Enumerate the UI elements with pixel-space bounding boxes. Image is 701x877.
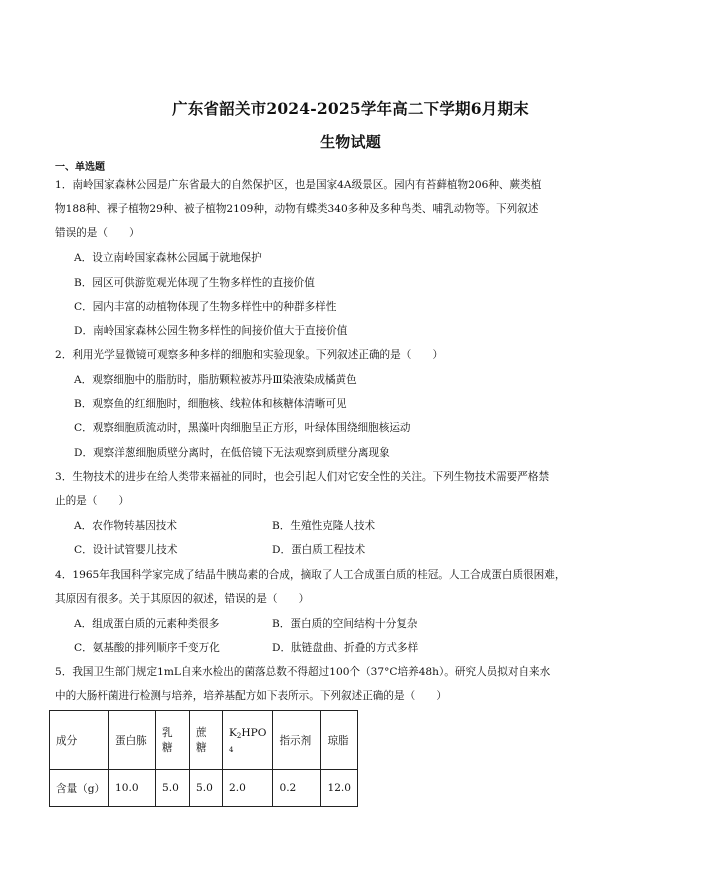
table-cell: 10.0 [109, 770, 156, 807]
table-cell: 2.0 [223, 770, 273, 807]
table-cell: 5.0 [190, 770, 223, 807]
question-2-text: 2．利用光学显微镜可观察多种多样的细胞和实验现象。下列叙述正确的是（ ） [55, 349, 444, 361]
question-1-option-c: C．园内丰富的动植物体现了生物多样性中的种群多样性 [74, 301, 337, 313]
question-1-text: 物188种、裸子植物29种、被子植物2109种，动物有蝶类340多种及多种鸟类、哺乳动物等。下列叙述 [55, 203, 539, 215]
table-header-row [50, 711, 358, 770]
formula-subscript: 4 [229, 745, 234, 754]
table-header-cell: 蛋白胨 [109, 711, 156, 770]
question-3-option-c: C．设计试管婴儿技术 [74, 544, 178, 556]
table-row-label: 含量（g） [50, 770, 109, 807]
question-2-option-d: D．观察洋葱细胞质壁分离时，在低倍镜下无法观察到质壁分离现象 [74, 447, 390, 459]
formula-hpo: HPO [241, 726, 267, 739]
table-header-cell: 成分 [50, 711, 109, 770]
question-4-text: 4．1965年我国科学家完成了结晶牛胰岛素的合成，摘取了人工合成蛋白质的桂冠。人工合成蛋白质很困难， [55, 569, 566, 581]
question-1-option-a: A．设立南岭国家森林公园属于就地保护 [74, 252, 262, 264]
question-1-option-d: D．南岭国家森林公园生物多样性的间接价值大于直接价值 [74, 325, 348, 337]
question-2-option-b: B．观察鱼的红细胞时，细胞核、线粒体和核糖体清晰可见 [74, 398, 347, 410]
question-4-option-b: B．蛋白质的空间结构十分复杂 [272, 618, 418, 630]
table-cell: 0.2 [273, 770, 321, 807]
exam-subject: 生物试题 [320, 133, 381, 151]
question-4-text: 其原因有很多。关于其原因的叙述，错误的是（ ） [55, 593, 310, 605]
question-1-text: 1．南岭国家森林公园是广东省最大的自然保护区，也是国家4A级景区。园内有苔藓植物206种、蕨类植 [55, 179, 542, 191]
question-3-option-a: A．农作物转基因技术 [74, 520, 177, 532]
question-3-text: 3．生物技术的进步在给人类带来福祉的同时，也会引起人们对它安全性的关注。下列生物技术需要严格禁 [55, 471, 550, 483]
question-1-option-b: B．园区可供游览观光体现了生物多样性的直接价值 [74, 277, 315, 289]
question-2-option-a: A．观察细胞中的脂肪时，脂肪颗粒被苏丹Ⅲ染液染成橘黄色 [74, 374, 357, 386]
question-5-text: 5．我国卫生部门规定1mL自来水检出的菌落总数不得超过100个（37°C培养48h）。研究人员拟对自来水 [55, 666, 551, 678]
question-3-option-b: B．生殖性克隆人技术 [272, 520, 376, 532]
table-header-cell: 蔗糖 [190, 711, 223, 770]
table-cell: 5.0 [156, 770, 190, 807]
question-4-option-a: A．组成蛋白质的元素种类很多 [74, 618, 220, 630]
table-cell: 12.0 [321, 770, 358, 807]
section-heading: 一、单选题 [55, 162, 105, 173]
medium-recipe-table [49, 710, 358, 807]
question-1-text: 错误的是（ ） [55, 227, 140, 239]
question-4-option-c: C．氨基酸的排列顺序千变万化 [74, 642, 220, 654]
question-4-option-d: D．肽链盘曲、折叠的方式多样 [272, 642, 419, 654]
question-5-text: 中的大肠杆菌进行检测与培养，培养基配方如下表所示。下列叙述正确的是（ ） [55, 690, 447, 702]
question-2-option-c: C．观察细胞质流动时，黑藻叶肉细胞呈正方形，叶绿体围绕细胞核运动 [74, 422, 411, 434]
table-header-cell: 指示剂 [273, 711, 321, 770]
formula-subscript: 2 [236, 731, 242, 740]
question-3-option-d: D．蛋白质工程技术 [272, 544, 366, 556]
exam-title: 广东省韶关市2024-2025学年高二下学期6月期末 [172, 99, 529, 118]
table-row [50, 770, 358, 807]
table-header-cell: 乳糖 [156, 711, 190, 770]
question-3-text: 止的是（ ） [55, 495, 130, 507]
formula-k: K [229, 726, 237, 739]
table-header-cell-k2hpo4 [223, 711, 273, 770]
table-header-cell: 琼脂 [321, 711, 358, 770]
